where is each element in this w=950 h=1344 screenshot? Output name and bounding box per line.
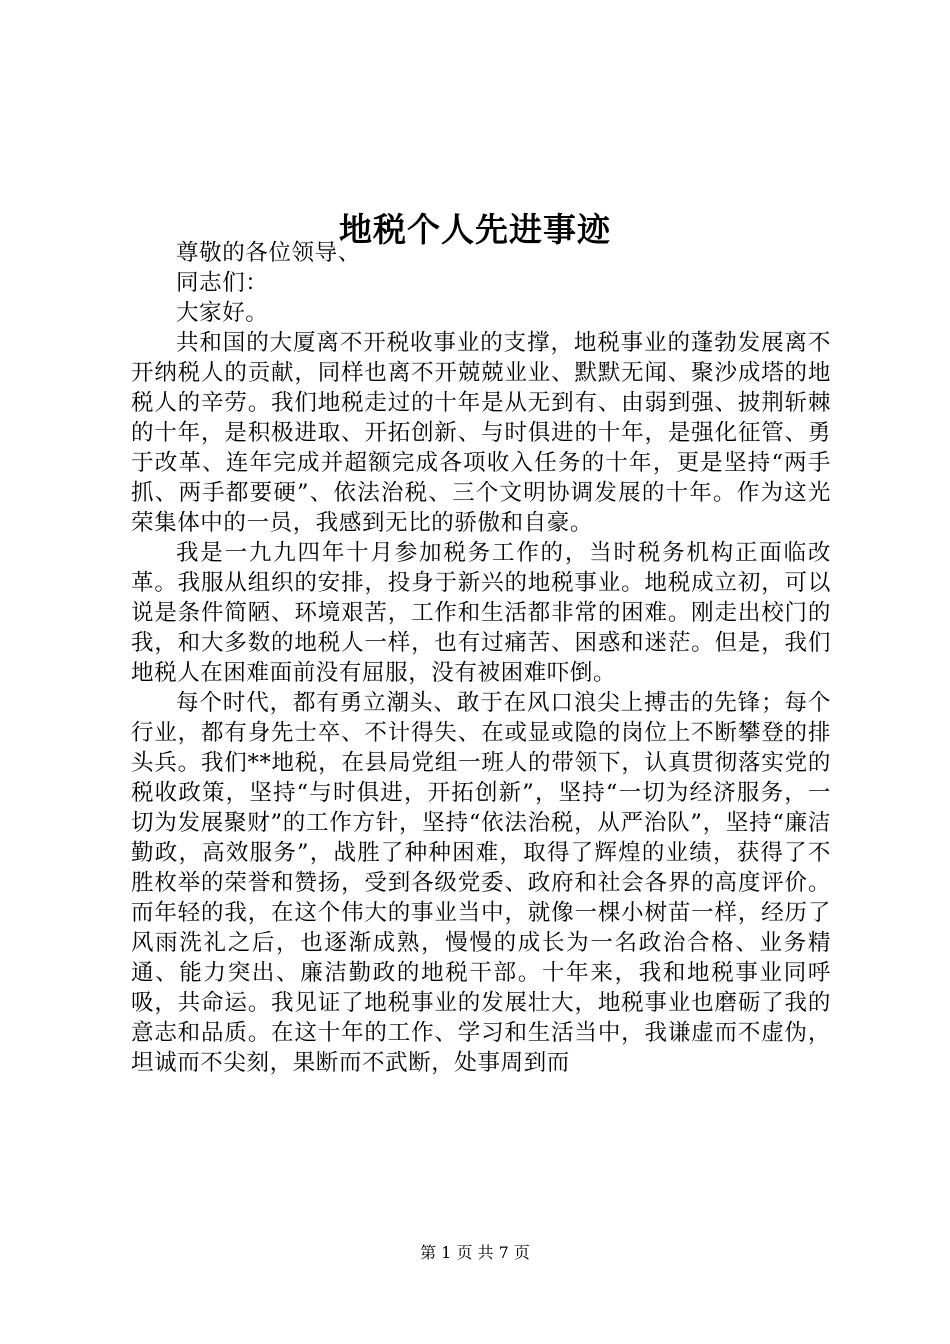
page-number: 第 1 页 共 7 页 xyxy=(420,1243,530,1262)
paragraph-background: 我是一九九四年十月参加税务工作的，当时税务机构正面临改革。我服从组织的安排，投身于新兴的地税事业。地税成立初，可以说是条件简陋、环境艰苦，工作和生活都非常的困难。刚走出校门的我，和大多数的地税人一样，也有过痛苦、困惑和迷茫。但是，我们地税人在困难面前没有屈服，没有被困难吓倒。 xyxy=(131,540,831,686)
paragraph-greeting: 大家好。 xyxy=(176,300,269,326)
paragraph-salutation-1: 尊敬的各位领导、 xyxy=(176,240,361,266)
paragraph-achievements: 每个时代，都有勇立潮头、敢于在风口浪尖上搏击的先锋；每个行业，都有身先士卒、不计得失、在或显或隐的岗位上不断攀登的排头兵。我们**地税，在县局党组一班人的带领下，认真贯彻落实党的税收政策，坚持“与时俱进，开拓创新”，坚持“一切为经济服务，一切为发展聚财”的工作方针，坚持“依法治税，从严治队”，坚持“廉洁勤政，高效服务”，战胜了种种困难，取得了辉煌的业绩，获得了不胜枚举的荣誉和赞扬，受到各级党委、政府和社会各界的高度评价。而年轻的我，在这个伟大的事业当中，就像一棵小树苗一样，经历了风雨洗礼之后，也逐渐成熟，慢慢的成长为一名政治合格、业务精通、能力突出、廉洁勤政的地税干部。十年来，我和地税事业同呼吸，共命运。我见证了地税事业的发展壮大，地税事业也磨砺了我的意志和品质。在这十年的工作、学习和生活当中，我谦虚而不虚伪，坦诚而不尖刻，果断而不武断，处事周到而 xyxy=(131,690,831,1076)
paragraph-intro: 共和国的大厦离不开税收事业的支撑，地税事业的蓬勃发展离不开纳税人的贡献，同样也离不开兢兢业业、默默无闻、聚沙成塔的地税人的辛劳。我们地税走过的十年是从无到有、由弱到强、披荆斩棘的十年，是积极进取、开拓创新、与时俱进的十年，是强化征管、勇于改革、连年完成并超额完成各项收入任务的十年，更是坚持“两手抓、两手都要硬”、依法治税、三个文明协调发展的十年。作为这光荣集体中的一员，我感到无比的骄傲和自豪。 xyxy=(131,330,831,536)
paragraph-salutation-2: 同志们： xyxy=(176,270,269,296)
document-title: 地税个人先进事迹 xyxy=(339,210,611,250)
document-body xyxy=(131,238,831,1078)
